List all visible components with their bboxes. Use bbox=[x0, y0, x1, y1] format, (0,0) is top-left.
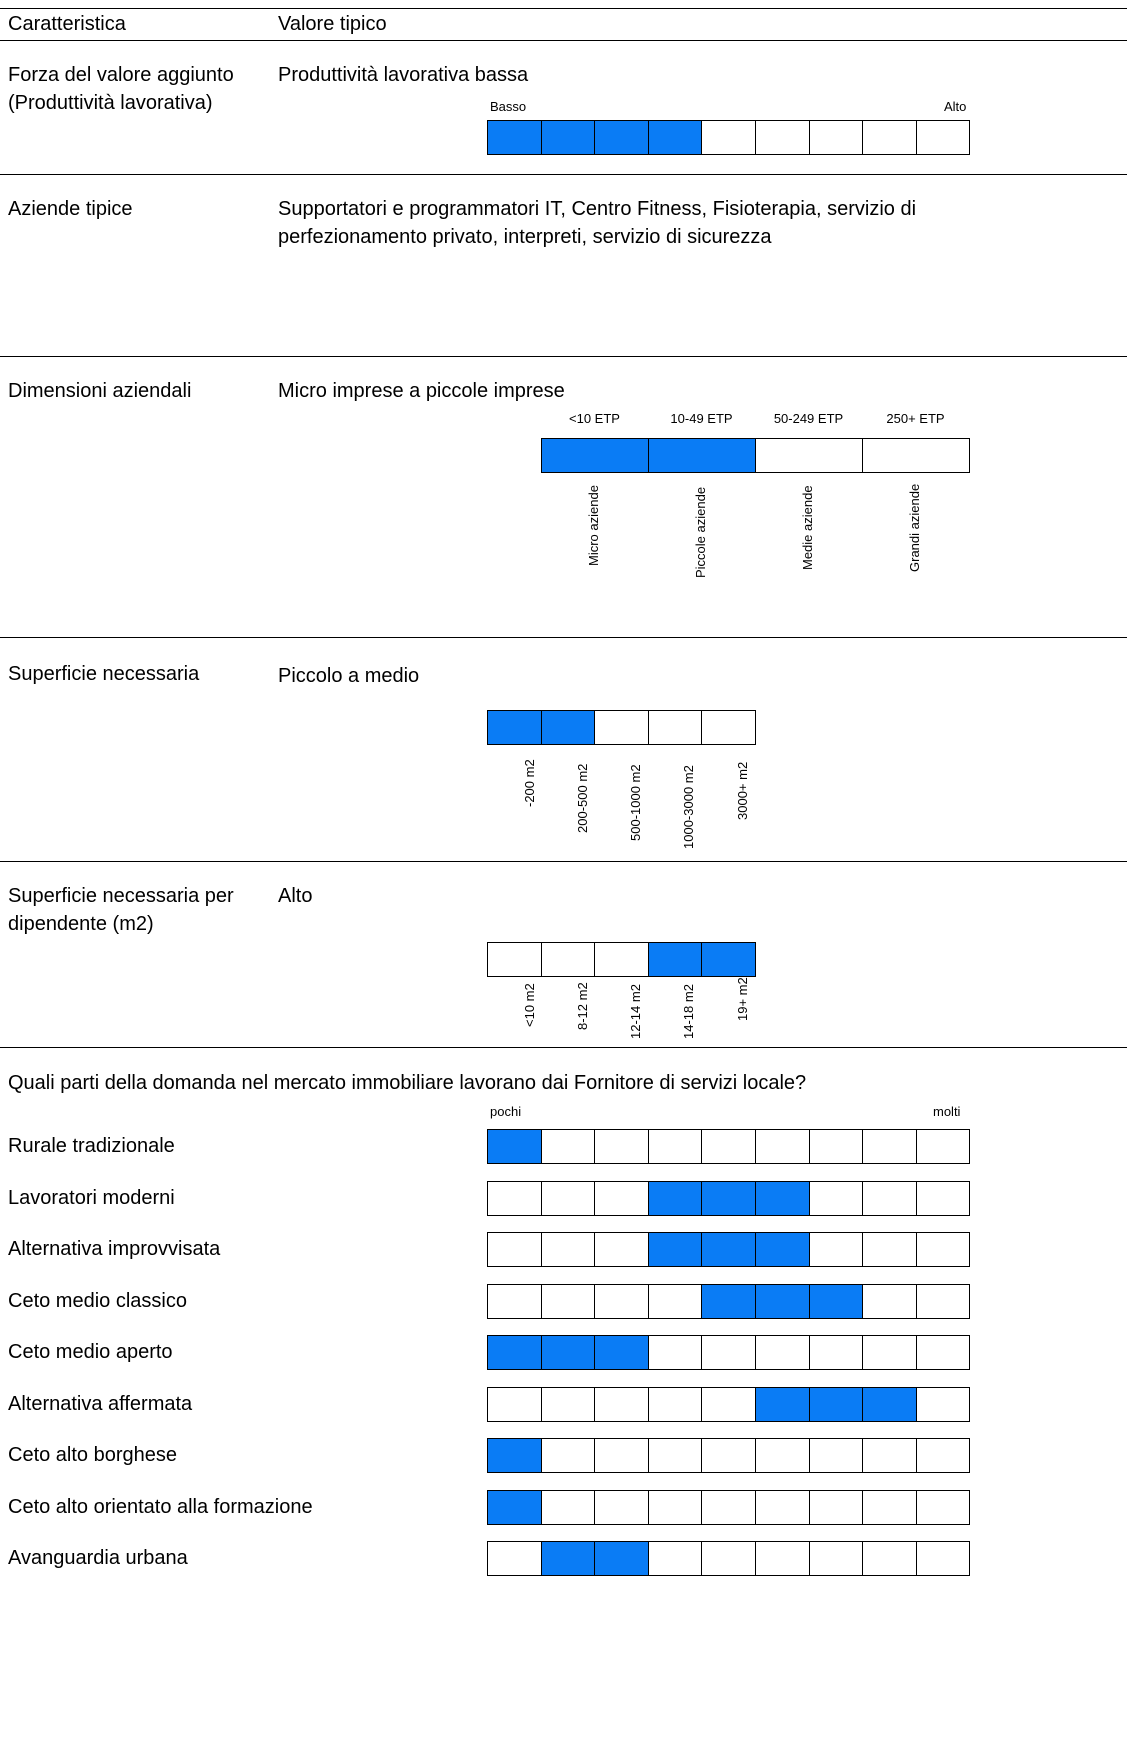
scale-cell-empty bbox=[810, 1335, 864, 1370]
companies-value: Supportatori e programmatori IT, Centro Fitness, Fisioterapia, servizio di perfezionamento privato, interpreti, servizio di sicurezza bbox=[278, 198, 917, 248]
scale-cell-filled bbox=[810, 1284, 864, 1319]
size-top-label: 250+ ETP bbox=[886, 411, 945, 426]
scale-cell-empty bbox=[810, 1181, 864, 1216]
scale-cell-empty bbox=[542, 942, 596, 977]
scale-cell-empty bbox=[863, 1284, 917, 1319]
scale-cell-empty bbox=[702, 1541, 756, 1576]
area-per-employee-bottom-label: 12-14 m2 bbox=[628, 984, 643, 1039]
demand-row-bar bbox=[487, 1232, 970, 1267]
demand-row-label: Avanguardia urbana bbox=[8, 1547, 188, 1569]
scale-cell-filled bbox=[756, 1181, 810, 1216]
scale-cell-empty bbox=[863, 1181, 917, 1216]
scale-cell-filled bbox=[542, 710, 596, 745]
scale-cell-filled bbox=[488, 710, 542, 745]
scale-cell-filled bbox=[649, 120, 703, 155]
demand-row-label: Ceto medio classico bbox=[8, 1289, 187, 1312]
scale-cell-empty bbox=[595, 1284, 649, 1319]
scale-cell-filled bbox=[488, 1438, 542, 1473]
rule-2 bbox=[0, 356, 1127, 357]
scale-cell-empty bbox=[756, 1438, 810, 1473]
area-per-employee-bottom-label: 19+ m2 bbox=[735, 977, 750, 1021]
demand-row-bar bbox=[487, 1387, 970, 1422]
area-per-employee-label: Superficie necessaria per dipendente (m2) bbox=[8, 885, 234, 935]
scale-cell-filled bbox=[488, 1490, 542, 1525]
scale-cell-empty bbox=[756, 1129, 810, 1164]
scale-cell-empty bbox=[917, 1541, 971, 1576]
scale-cell-empty bbox=[863, 1335, 917, 1370]
scale-cell-filled bbox=[542, 1335, 596, 1370]
scale-cell-empty bbox=[542, 1284, 596, 1319]
scale-cell-empty bbox=[702, 1490, 756, 1525]
scale-cell-empty bbox=[595, 1129, 649, 1164]
scale-cell-empty bbox=[863, 1438, 917, 1473]
scale-cell-filled bbox=[702, 1232, 756, 1267]
area-per-employee-bottom-label: 14-18 m2 bbox=[681, 984, 696, 1039]
scale-cell-empty bbox=[595, 1232, 649, 1267]
scale-cell-empty bbox=[542, 1129, 596, 1164]
scale-cell-filled bbox=[595, 1335, 649, 1370]
demand-row-bar bbox=[487, 1181, 970, 1216]
scale-cell-empty bbox=[863, 1490, 917, 1525]
scale-cell-empty bbox=[702, 120, 756, 155]
scale-cell-empty bbox=[542, 1387, 596, 1422]
scale-cell-empty bbox=[649, 1335, 703, 1370]
size-scale-bar bbox=[541, 438, 970, 473]
scale-cell-empty bbox=[542, 1232, 596, 1267]
demand-row-label: Ceto medio aperto bbox=[8, 1341, 173, 1363]
scale-cell-empty bbox=[702, 1387, 756, 1422]
scale-cell-empty bbox=[649, 1438, 703, 1473]
size-bottom-label: Grandi aziende bbox=[907, 483, 922, 572]
scale-cell-empty bbox=[702, 1335, 756, 1370]
scale-cell-empty bbox=[756, 120, 810, 155]
scale-cell-filled bbox=[702, 942, 756, 977]
area-scale-bar bbox=[487, 710, 756, 745]
scale-cell-filled bbox=[702, 1181, 756, 1216]
demand-row-bar bbox=[487, 1541, 970, 1576]
scale-cell-empty bbox=[917, 1284, 971, 1319]
scale-cell-empty bbox=[917, 1232, 971, 1267]
scale-cell-empty bbox=[917, 1387, 971, 1422]
scale-cell-empty bbox=[756, 1335, 810, 1370]
area-per-employee-bottom-label: 8-12 m2 bbox=[575, 982, 590, 1030]
size-bottom-label: Micro aziende bbox=[586, 485, 601, 566]
scale-cell-empty bbox=[810, 1438, 864, 1473]
scale-cell-filled bbox=[756, 1387, 810, 1422]
demand-row-label: Ceto alto borghese bbox=[8, 1444, 178, 1466]
area-label: Superficie necessaria bbox=[8, 663, 200, 685]
scale-cell-empty bbox=[595, 1181, 649, 1216]
scale-cell-filled bbox=[595, 120, 649, 155]
scale-cell-empty bbox=[488, 1232, 542, 1267]
scale-cell-empty bbox=[595, 1387, 649, 1422]
rule-4 bbox=[0, 861, 1127, 862]
rule-5 bbox=[0, 1047, 1127, 1048]
area-bottom-label: 3000+ m2 bbox=[735, 761, 750, 820]
demand-row-label: Ceto alto orientato alla formazione bbox=[8, 1495, 313, 1518]
scale-cell-empty bbox=[702, 1129, 756, 1164]
area-per-employee-scale-bar bbox=[487, 942, 756, 977]
demand-row-bar bbox=[487, 1129, 970, 1164]
scale-cell-filled bbox=[863, 1387, 917, 1422]
area-bottom-label: 200-500 m2 bbox=[575, 763, 590, 833]
scale-cell-empty bbox=[810, 1232, 864, 1267]
companies-label: Aziende tipice bbox=[8, 198, 133, 220]
scale-cell-empty bbox=[488, 1181, 542, 1216]
scale-cell-empty bbox=[810, 1129, 864, 1164]
demand-row-label: Alternativa affermata bbox=[8, 1392, 193, 1415]
rule-3 bbox=[0, 637, 1127, 638]
scale-cell-filled bbox=[702, 1284, 756, 1319]
scale-cell-empty bbox=[649, 710, 703, 745]
scale-cell-empty bbox=[756, 438, 863, 473]
scale-cell-empty bbox=[810, 120, 864, 155]
demand-row-label: Lavoratori moderni bbox=[8, 1186, 175, 1209]
scale-cell-empty bbox=[595, 942, 649, 977]
scale-cell-empty bbox=[595, 710, 649, 745]
scale-cell-empty bbox=[488, 1387, 542, 1422]
scale-cell-filled bbox=[542, 1541, 596, 1576]
scale-cell-filled bbox=[488, 120, 542, 155]
demand-row-label: Rurale tradizionale bbox=[8, 1135, 175, 1157]
scale-cell-filled bbox=[810, 1387, 864, 1422]
scale-cell-empty bbox=[917, 1129, 971, 1164]
header-col1: Caratteristica bbox=[8, 13, 126, 35]
size-value: Micro imprese a piccole imprese bbox=[278, 380, 565, 402]
demand-question: Quali parti della domanda nel mercato immobiliare lavorano dai Fornitore di servizi locale? bbox=[8, 1072, 807, 1094]
scale-cell-empty bbox=[756, 1490, 810, 1525]
scale-cell-filled bbox=[488, 1335, 542, 1370]
scale-cell-empty bbox=[810, 1490, 864, 1525]
productivity-value: Produttività lavorativa bassa bbox=[278, 64, 529, 86]
scale-cell-empty bbox=[863, 1129, 917, 1164]
scale-cell-empty bbox=[649, 1284, 703, 1319]
scale-cell-empty bbox=[863, 438, 970, 473]
scale-cell-empty bbox=[488, 1284, 542, 1319]
scale-cell-empty bbox=[917, 1181, 971, 1216]
scale-cell-empty bbox=[917, 1438, 971, 1473]
demand-row-bar bbox=[487, 1438, 970, 1473]
scale-cell-empty bbox=[756, 1541, 810, 1576]
demand-row-label: Alternativa improvvisata bbox=[8, 1238, 221, 1260]
scale-cell-filled bbox=[542, 438, 649, 473]
scale-cell-filled bbox=[595, 1541, 649, 1576]
scale-cell-empty bbox=[542, 1490, 596, 1525]
scale-cell-empty bbox=[649, 1490, 703, 1525]
scale-cell-empty bbox=[702, 1438, 756, 1473]
scale-cell-empty bbox=[595, 1438, 649, 1473]
productivity-label: Forza del valore aggiunto (Produttività lavorativa) bbox=[8, 64, 234, 114]
area-value: Piccolo a medio bbox=[278, 665, 420, 687]
area-bottom-label: -200 m2 bbox=[522, 759, 537, 807]
demand-row-bar bbox=[487, 1490, 970, 1525]
area-per-employee-bottom-label: <10 m2 bbox=[522, 983, 537, 1027]
scale-cell-empty bbox=[649, 1387, 703, 1422]
area-bottom-label: 1000-3000 m2 bbox=[681, 765, 696, 849]
scale-cell-empty bbox=[863, 1541, 917, 1576]
productivity-scale-high: Alto bbox=[944, 99, 967, 114]
area-bottom-label: 500-1000 m2 bbox=[628, 764, 643, 841]
scale-cell-filled bbox=[649, 1181, 703, 1216]
scale-cell-empty bbox=[542, 1181, 596, 1216]
demand-row-bar bbox=[487, 1284, 970, 1319]
demand-scale-low: pochi bbox=[490, 1104, 522, 1119]
productivity-scale-low: Basso bbox=[490, 99, 527, 114]
rule-1 bbox=[0, 174, 1127, 175]
size-top-label: 50-249 ETP bbox=[773, 411, 844, 426]
scale-cell-filled bbox=[649, 438, 756, 473]
productivity-scale-bar bbox=[487, 120, 970, 155]
demand-scale-high: molti bbox=[933, 1104, 961, 1119]
scale-cell-filled bbox=[756, 1232, 810, 1267]
size-bottom-label: Piccole aziende bbox=[693, 486, 708, 578]
size-bottom-label: Medie aziende bbox=[800, 485, 815, 570]
scale-cell-empty bbox=[649, 1129, 703, 1164]
scale-cell-empty bbox=[488, 1541, 542, 1576]
scale-cell-empty bbox=[649, 1541, 703, 1576]
scale-cell-empty bbox=[810, 1541, 864, 1576]
rule-top bbox=[0, 8, 1127, 9]
scale-cell-empty bbox=[542, 1438, 596, 1473]
rule-header bbox=[0, 40, 1127, 41]
scale-cell-empty bbox=[488, 942, 542, 977]
size-top-label: 10-49 ETP bbox=[670, 411, 733, 426]
scale-cell-empty bbox=[863, 120, 917, 155]
scale-cell-empty bbox=[702, 710, 756, 745]
size-label: Dimensioni aziendali bbox=[8, 380, 192, 402]
scale-cell-empty bbox=[917, 1490, 971, 1525]
scale-cell-empty bbox=[863, 1232, 917, 1267]
header-col2: Valore tipico bbox=[278, 13, 387, 35]
demand-row-bar bbox=[487, 1335, 970, 1370]
scale-cell-filled bbox=[756, 1284, 810, 1319]
scale-cell-filled bbox=[649, 1232, 703, 1267]
size-top-label: <10 ETP bbox=[569, 411, 620, 426]
scale-cell-empty bbox=[917, 1335, 971, 1370]
scale-cell-filled bbox=[542, 120, 596, 155]
scale-cell-empty bbox=[917, 120, 971, 155]
area-per-employee-value: Alto bbox=[278, 885, 313, 907]
scale-cell-empty bbox=[595, 1490, 649, 1525]
scale-cell-filled bbox=[488, 1129, 542, 1164]
scale-cell-filled bbox=[649, 942, 703, 977]
